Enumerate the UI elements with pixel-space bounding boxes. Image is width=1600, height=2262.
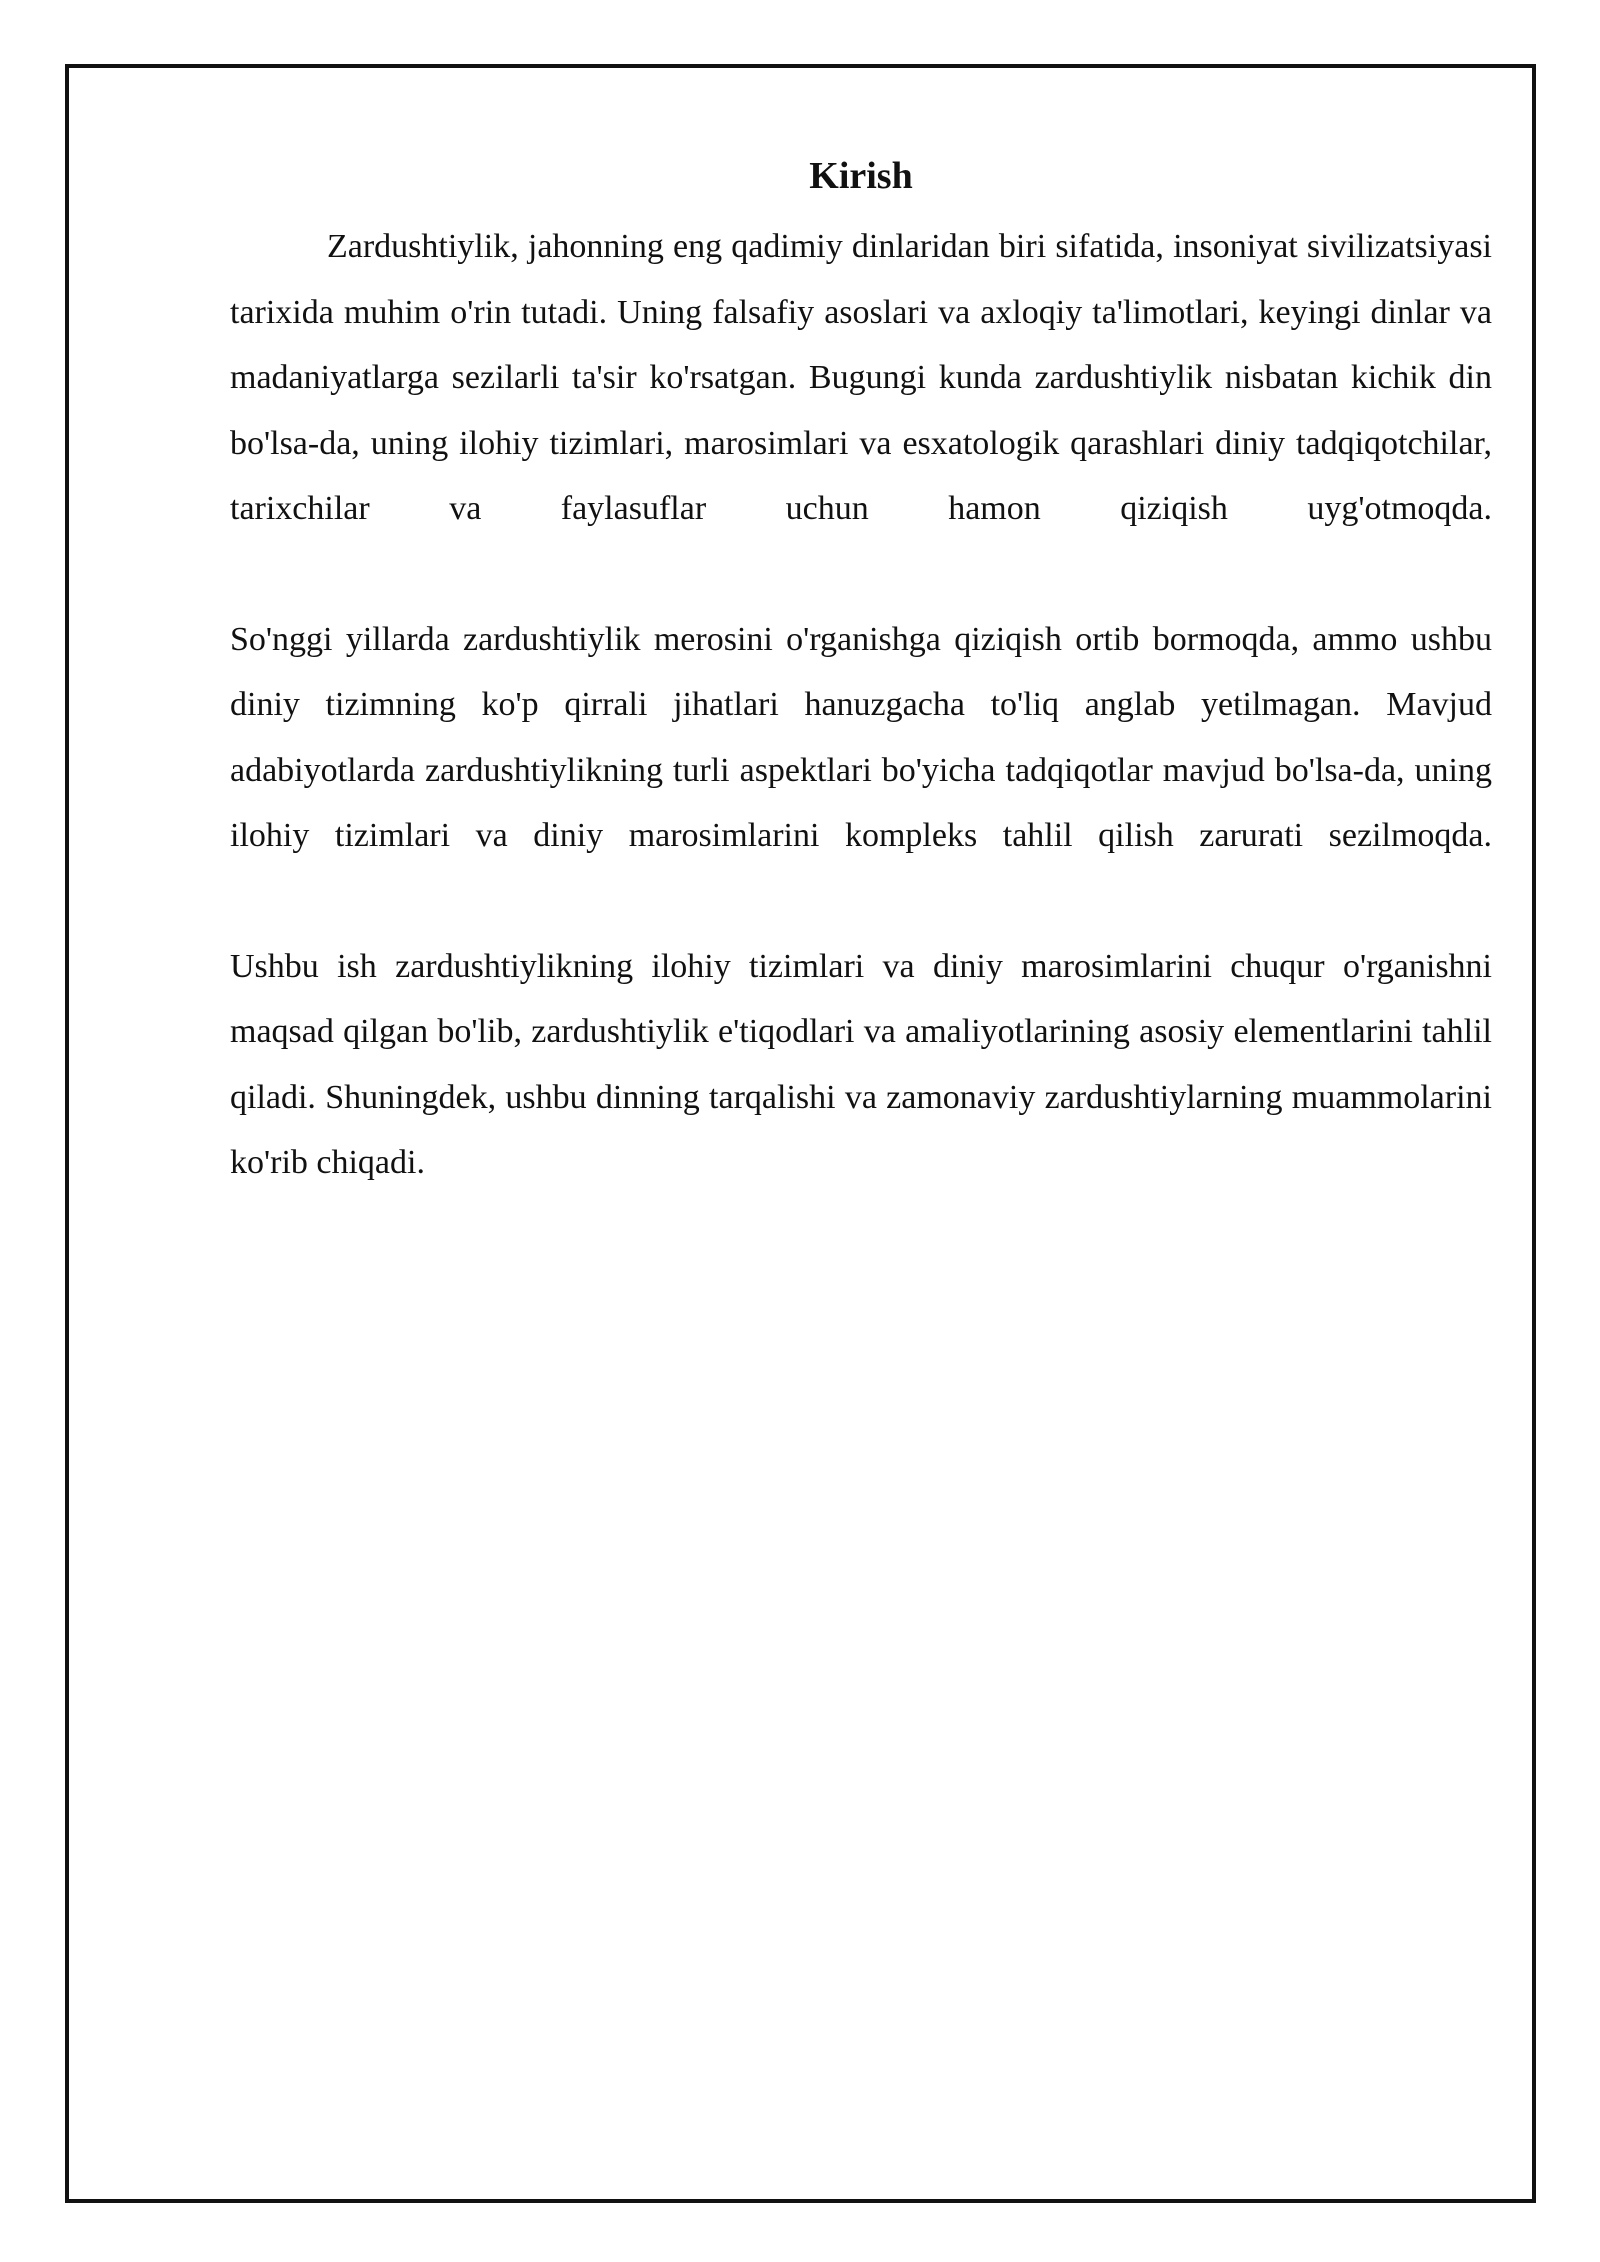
paragraph-relevance: So'nggi yillarda zardushtiylik merosini o'rganishga qiziqish ortib bormoqda, ammo ushbu diniy tizimning ko'p qirrali jihatlari hanuzgacha to'liq anglab yetilmagan. Mavjud adabiyotlarda zardushtiylikning turli aspektlari bo'yicha tadqiqotlar mavjud bo'lsa-da, uning ilohiy tizimlari va diniy marosimlarini kompleks tahlil qilish zarurati sezilmoqda. xyxy=(230,620,1492,854)
page-title: Kirish xyxy=(809,155,913,197)
document-body xyxy=(230,148,1492,1196)
paragraph-aim: Ushbu ish zardushtiylikning ilohiy tizimlari va diniy marosimlarini chuqur o'rganishni maqsad qilgan bo'lib, zardushtiylik e'tiqodlari va amaliyotlarining asosiy elementlarini tahlil qiladi. Shuningdek, ushbu dinning tarqalishi va zamonaviy zardushtiylarning muammolarini ko'rib chiqadi. xyxy=(230,947,1492,1181)
paragraph-intro: Zardushtiylik, jahonning eng qadimiy dinlaridan biri sifatida, insoniyat sivilizatsiyasi tarixida muhim o'rin tutadi. Uning falsafiy asoslari va axloqiy ta'limotlari, keyingi dinlar va madaniyatlarga sezilarli ta'sir ko'rsatgan. Bugungi kunda zardushtiylik nisbatan kichik din bo'lsa-da, uning ilohiy tizimlari, marosimlari va esxatologik qarashlari diniy tadqiqotchilar, tarixchilar va faylasuflar uchun hamon qiziqish uyg'otmoqda. xyxy=(230,228,1492,527)
